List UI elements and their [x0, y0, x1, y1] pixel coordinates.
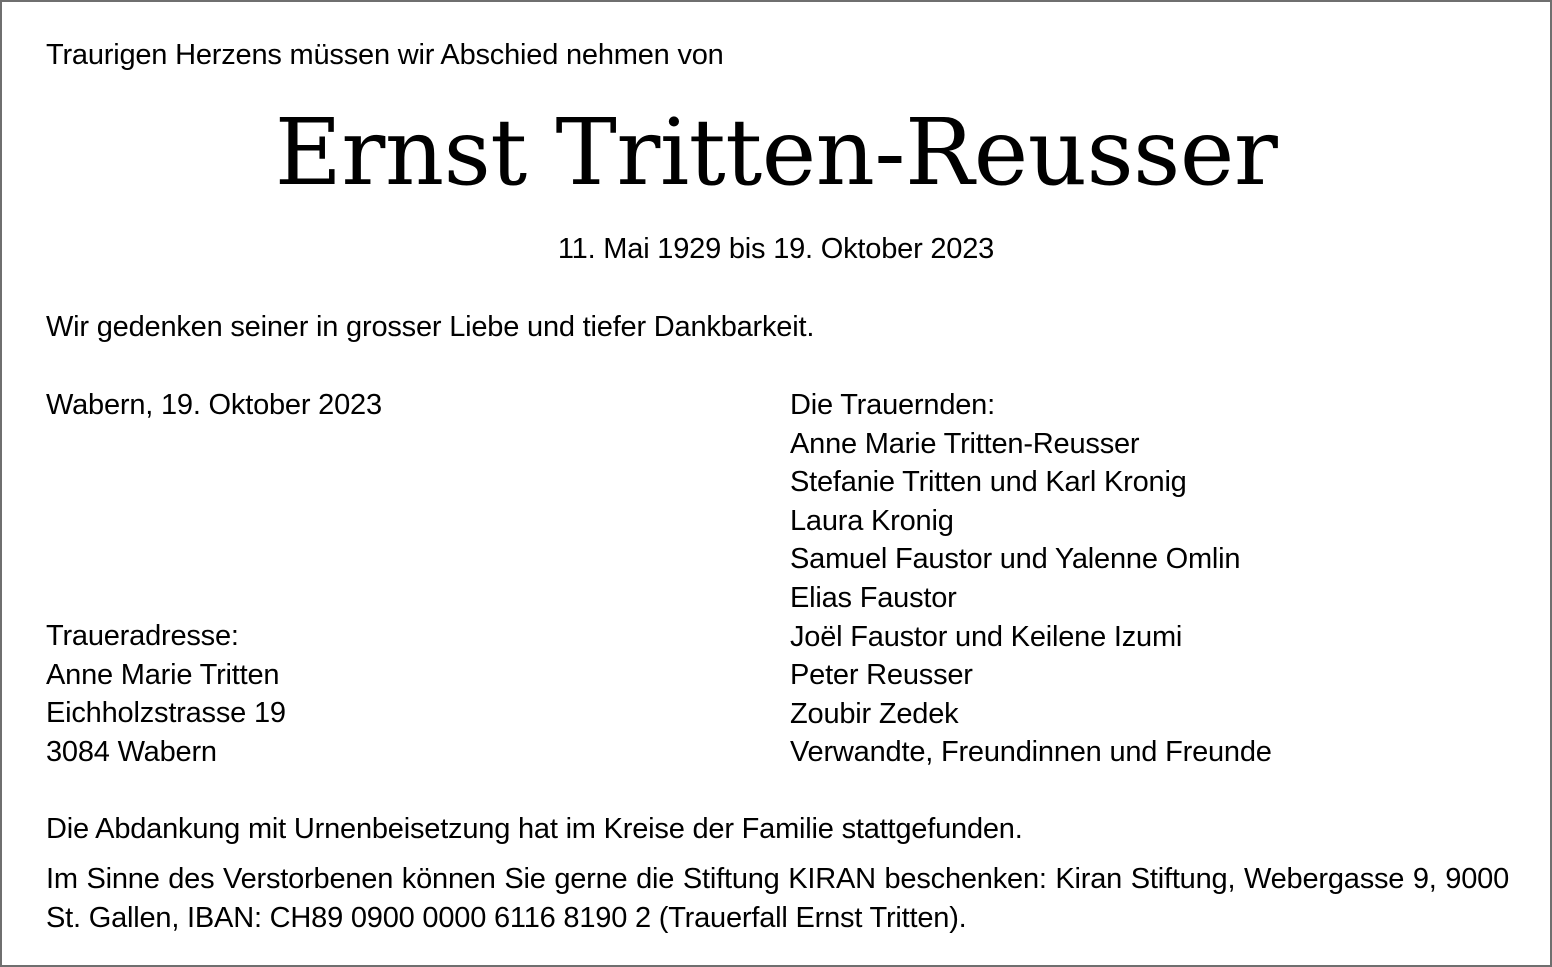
mourner-name: Samuel Faustor und Yalenne Omlin	[790, 543, 1241, 576]
address-city: 3084 Wabern	[46, 735, 217, 768]
address-street: Eichholzstrasse 19	[46, 697, 286, 730]
mourner-name: Elias Faustor	[790, 581, 957, 614]
place-date: Wabern, 19. Oktober 2023	[46, 389, 382, 421]
donation-text: Im Sinne des Verstorbenen können Sie gerne die Stiftung KIRAN beschenken: Kiran Stiftung, Webergasse 9, 9000 St. Gallen, IBAN: CH89 0900 0000 6116 8190 2 (Trauerfall Ernst Tritten).	[46, 863, 1509, 934]
address-name: Anne Marie Tritten	[46, 658, 280, 691]
mourner-name: Anne Marie Tritten-Reusser	[790, 427, 1140, 460]
mourners-list	[790, 386, 1272, 772]
mourners-heading: Die Trauernden:	[790, 389, 995, 421]
mourner-name: Verwandte, Freundinnen und Freunde	[790, 736, 1272, 769]
intro-text: Traurigen Herzens müssen wir Abschied nehmen von	[46, 39, 724, 71]
deceased-name: Ernst Tritten-Reusser	[274, 99, 1278, 206]
ceremony-text: Die Abdankung mit Urnenbeisetzung hat im Kreise der Familie stattgefunden.	[46, 813, 1023, 845]
mourner-name: Peter Reusser	[790, 659, 973, 692]
mourner-name: Zoubir Zedek	[790, 697, 959, 730]
life-dates: 11. Mai 1929 bis 19. Oktober 2023	[557, 233, 995, 265]
mourner-name: Stefanie Tritten und Karl Kronig	[790, 466, 1187, 499]
mourner-name: Laura Kronig	[790, 504, 954, 537]
address-heading: Traueradresse:	[46, 620, 239, 652]
mourning-address	[46, 617, 286, 771]
memorial-text: Wir gedenken seiner in grosser Liebe und tiefer Dankbarkeit.	[46, 311, 815, 343]
mourner-name: Joël Faustor und Keilene Izumi	[790, 620, 1183, 653]
